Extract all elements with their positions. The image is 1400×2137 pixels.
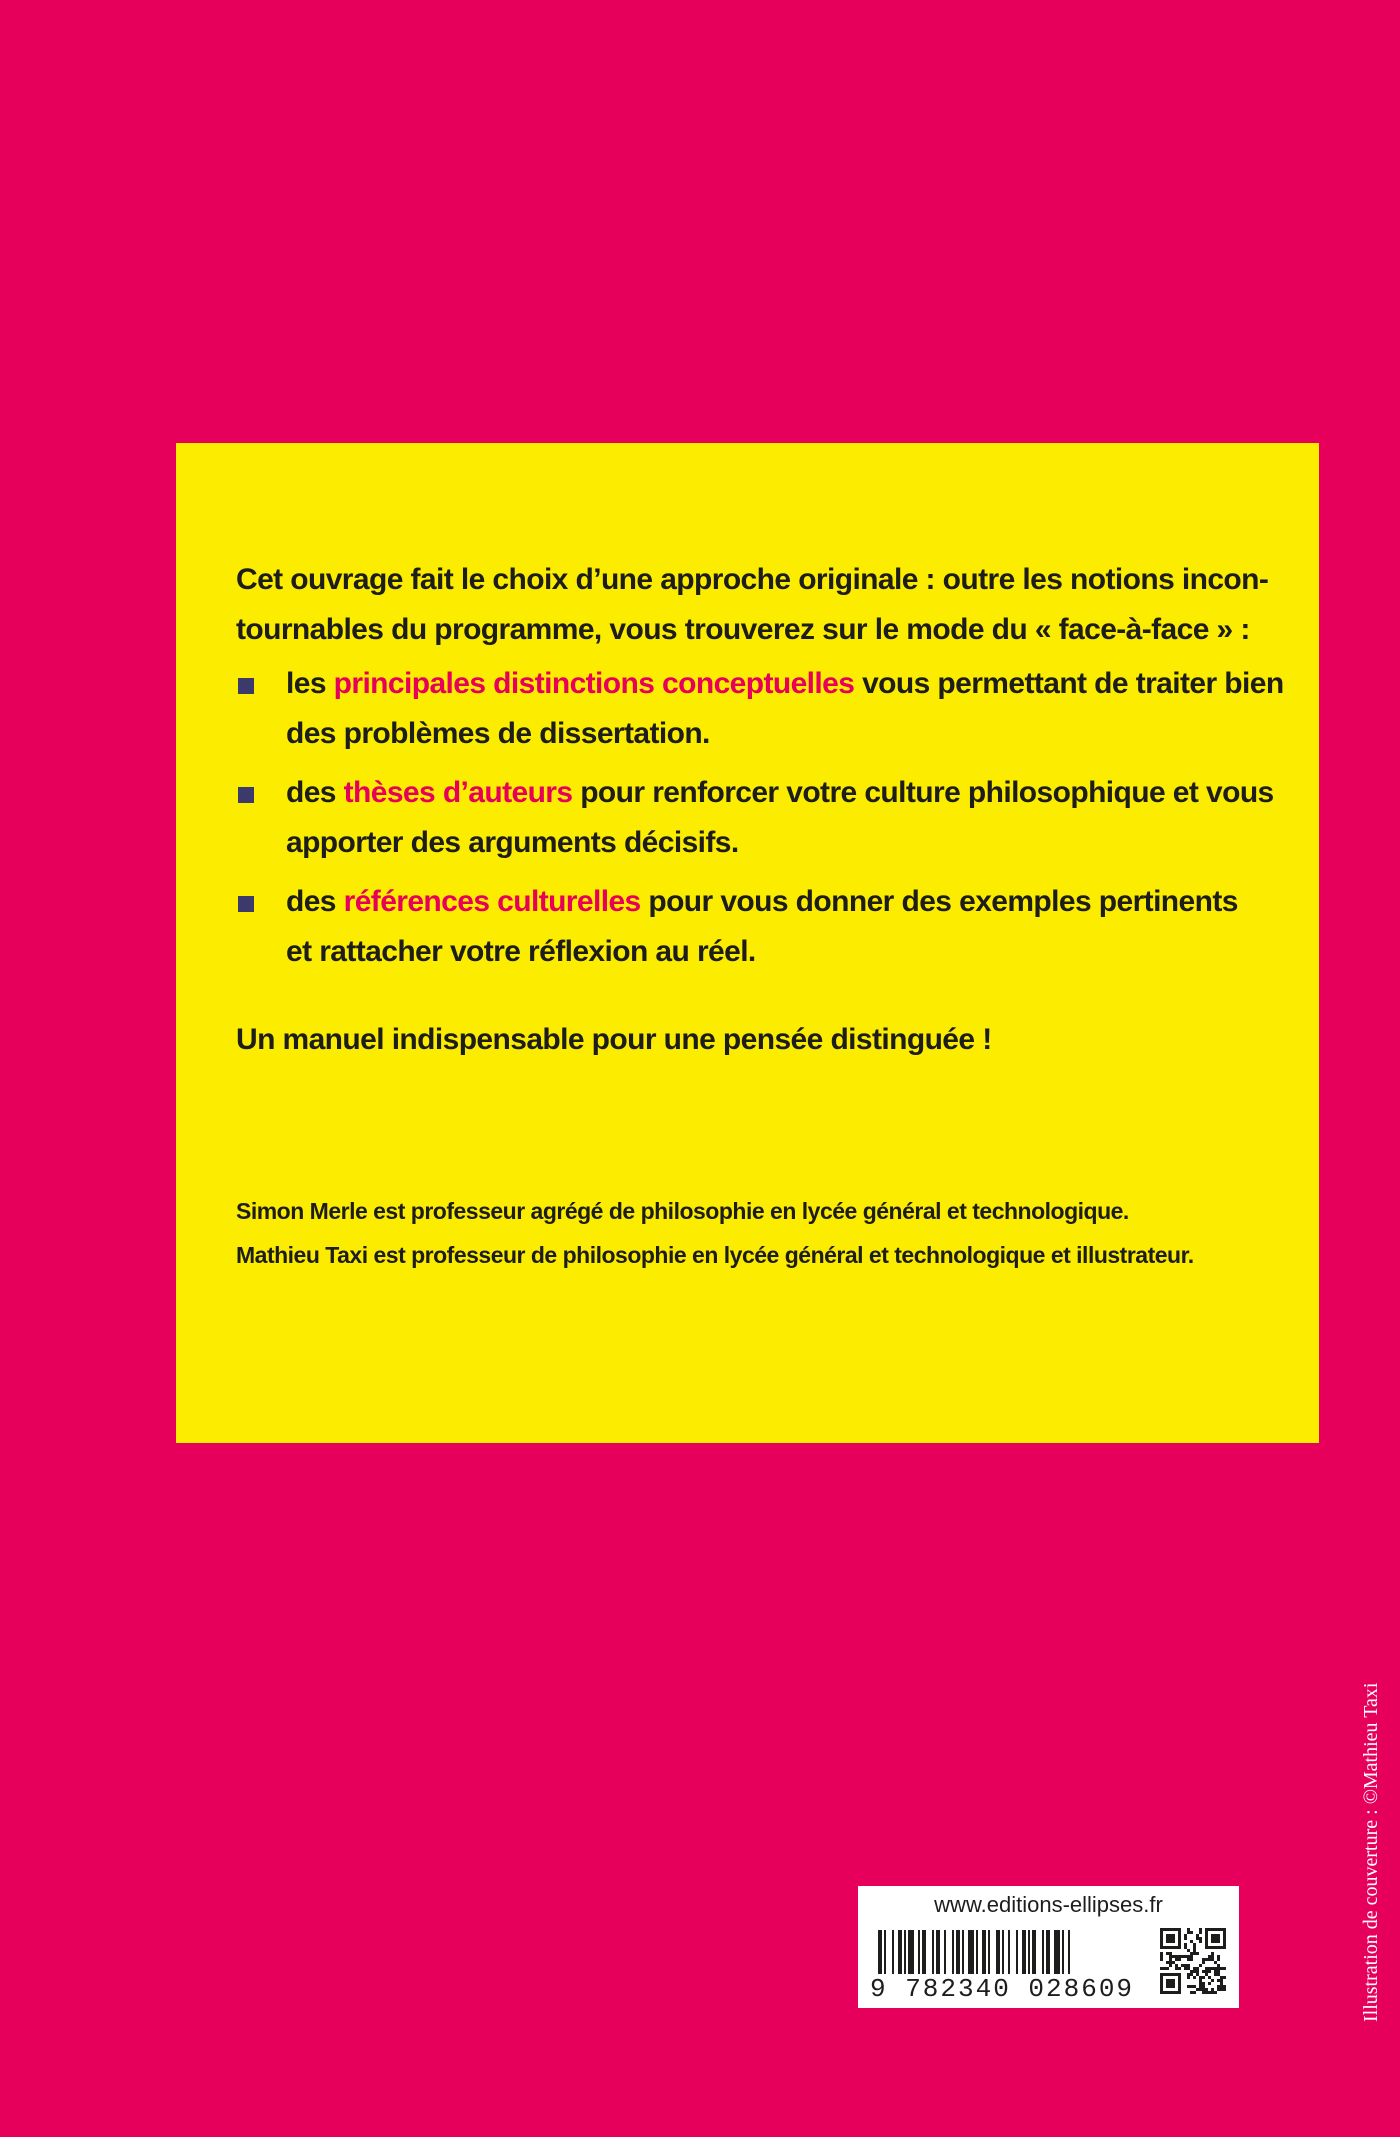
feature-item [236,877,1249,977]
feature-text: pour vous donner des exemples pertinents [640,885,1238,918]
isbn-digits: 9 782340 028609 [866,1974,1138,2004]
publisher-url: www.editions-ellipses.fr [934,1892,1163,1917]
barcode-label [858,1886,1239,2008]
feature-highlight: principales distinctions conceptuelles [333,667,855,700]
author-bio-mathieu-taxi: Mathieu Taxi est professeur de philosophie en lycée général et technologique et illustrateur. [236,1242,1194,1268]
feature-line-1 [286,659,1284,709]
qr-code-icon [1160,1928,1226,1994]
feature-item [236,768,1274,868]
feature-item [236,659,1284,759]
feature-text: les [286,667,334,700]
feature-text: pour renforcer votre culture philosophique et vous [572,776,1274,809]
intro-line-2: tournables du programme, vous trouverez sur le mode du « face-à-face » : [236,613,1250,646]
back-cover-blurb-panel [176,443,1319,1443]
square-bullet-icon [238,678,254,694]
feature-text: des [286,776,344,809]
feature-line-1 [286,877,1249,927]
cover-illustration-credit: Illustration de couverture : ©Mathieu Taxi [1360,1682,1382,2022]
feature-line-2: apporter des arguments décisifs. [286,826,739,859]
feature-line-2: des problèmes de dissertation. [286,717,710,750]
intro-line-1: Cet ouvrage fait le choix d’une approche originale : outre les notions incon- [236,563,1269,596]
author-bio-simon-merle: Simon Merle est professeur agrégé de philosophie en lycée général et technologique. [236,1198,1129,1224]
author-bios [236,1189,1249,1277]
square-bullet-icon [238,896,254,912]
feature-text: vous permettant de traiter bien [854,667,1284,700]
feature-highlight: références culturelles [343,885,641,918]
feature-line-2: et rattacher votre réflexion au réel. [286,935,756,968]
feature-text: des [286,885,344,918]
tagline: Un manuel indispensable pour une pensée distinguée ! [236,1023,992,1056]
feature-line-1 [286,768,1274,818]
square-bullet-icon [238,787,254,803]
feature-highlight: thèses d’auteurs [343,776,573,809]
feature-list [236,659,1284,977]
